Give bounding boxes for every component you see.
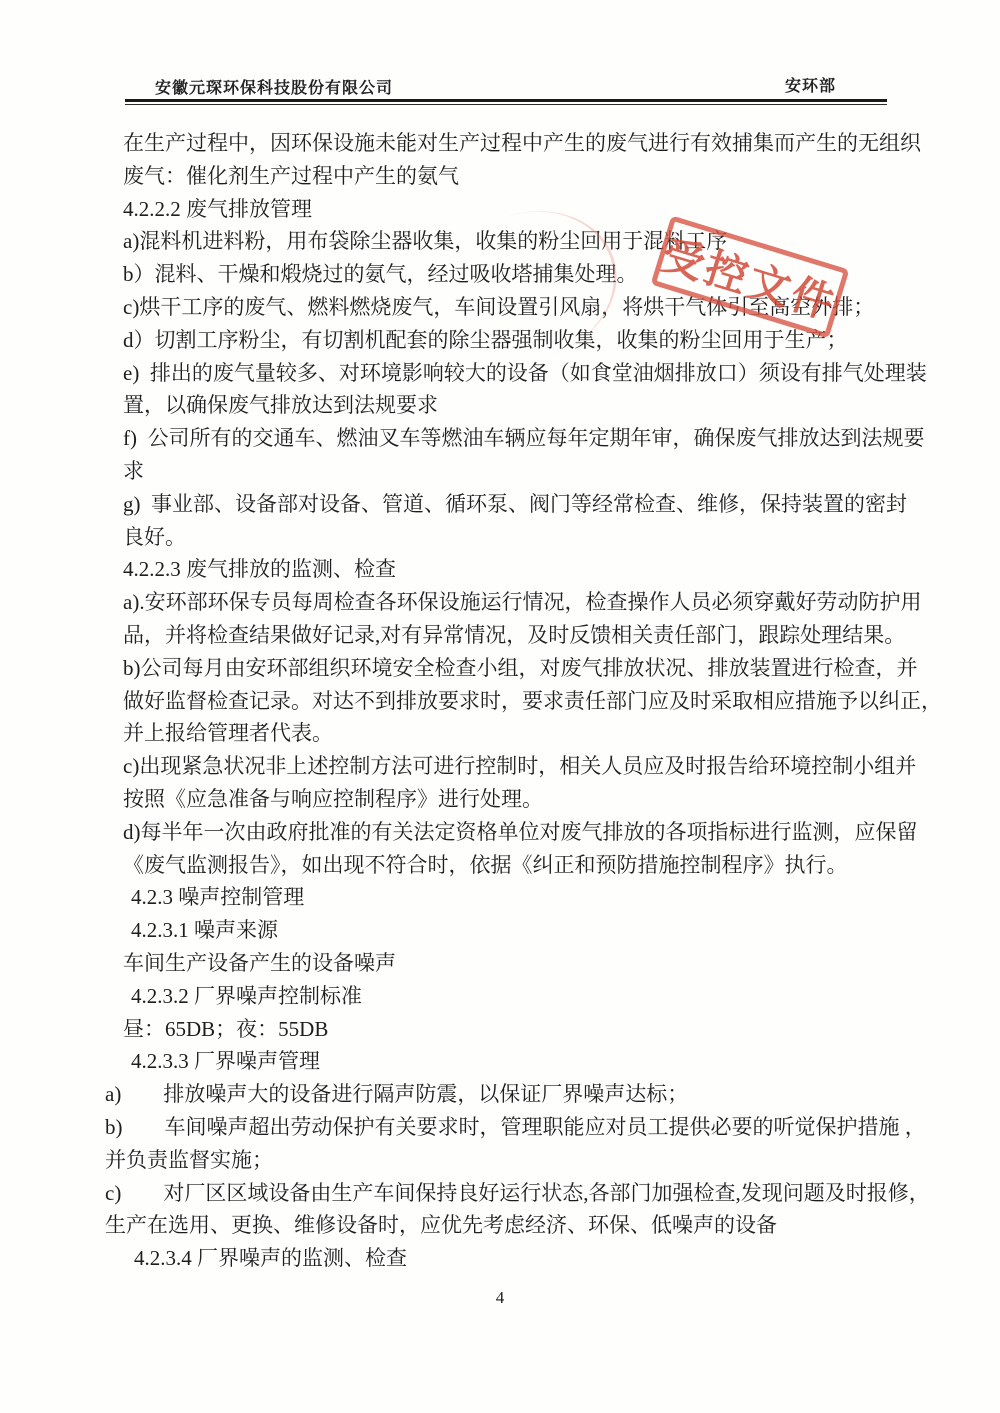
text-line: 求 xyxy=(123,458,144,483)
header-department: 安环部 xyxy=(785,78,837,95)
text-line: a).安环部环保专员每周检查各环保设施运行情况，检查操作人员必须穿戴好劳动防护用 xyxy=(123,590,922,615)
text-line: 废气：催化剂生产过程中产生的氨气 xyxy=(123,163,459,188)
text-line: a)混料机进料粉，用布袋除尘器收集，收集的粉尘回用于混料工序 xyxy=(123,229,728,254)
text-line: e) 排出的废气量较多、对环境影响较大的设备（如食堂油烟排放口）须设有排气处理装 xyxy=(123,360,927,385)
text-line: g) 事业部、设备部对设备、管道、循环泵、阀门等经常检查、维修，保持装置的密封 xyxy=(123,491,907,516)
text-line: 4.2.3.1 噪声来源 xyxy=(131,918,278,943)
text-line: b) 车间噪声超出劳动保护有关要求时，管理职能应对员工提供必要的听觉保护措施 ， xyxy=(105,1114,926,1139)
text-line: 车间生产设备产生的设备噪声 xyxy=(123,950,396,975)
controlled-document-stamp-text: 受控文件 xyxy=(656,232,842,330)
text-line: c)出现紧急状况非上述控制方法可进行控制时，相关人员应及时报告给环境控制小组并 xyxy=(123,754,917,779)
text-line: 置，以确保废气排放达到法规要求 xyxy=(123,393,438,418)
text-line: d）切割工序粉尘，有切割机配套的除尘器强制收集，收集的粉尘回用于生产； xyxy=(123,327,848,352)
text-line: a) 排放噪声大的设备进行隔声防震，以保证厂界噪声达标； xyxy=(105,1082,689,1107)
header-divider-rule xyxy=(125,99,887,105)
text-line: f) 公司所有的交通车、燃油叉车等燃油车辆应每年定期年审，确保废气排放达到法规要 xyxy=(123,426,925,451)
text-line: c)烘干工序的废气、燃料燃烧废气，车间设置引风扇，将烘干气体引至高空外排； xyxy=(123,294,875,319)
page-number: 4 xyxy=(495,1288,505,1307)
header-company-name: 安徽元琛环保科技股份有限公司 xyxy=(155,80,394,97)
text-line: 品，并将检查结果做好记录,对有异常情况，及时反馈相关责任部门，跟踪处理结果。 xyxy=(123,622,906,647)
text-line: 4.2.3.4 厂界噪声的监测、检查 xyxy=(134,1246,407,1271)
text-line: 《废气监测报告》，如出现不符合时，依据《纠正和预防措施控制程序》执行。 xyxy=(123,852,848,877)
text-line: d)每半年一次由政府批准的有关法定资格单位对废气排放的各项指标进行监测，应保留 xyxy=(123,819,918,844)
text-line: c) 对厂区区域设备由生产车间保持良好运行状态,各部门加强检查,发现问题及时报修， xyxy=(105,1180,930,1205)
text-line: 生产在选用、更换、维修设备时，应优先考虑经济、环保、低噪声的设备 xyxy=(105,1213,777,1238)
text-line: 做好监督检查记录。对达不到排放要求时，要求责任部门应及时采取相应措施予以纠正， xyxy=(123,688,942,713)
text-line: 在生产过程中，因环保设施未能对生产过程中产生的废气进行有效捕集而产生的无组织 xyxy=(123,131,921,155)
text-line: b）混料、干燥和煅烧过的氨气，经过吸收塔捕集处理。 xyxy=(123,262,638,287)
text-line: 良好。 xyxy=(123,524,186,549)
document-lines xyxy=(0,127,1000,1275)
text-line: 4.2.3 噪声控制管理 xyxy=(131,885,305,910)
text-line: 并负责监督实施； xyxy=(105,1147,273,1172)
text-line: b)公司每月由安环部组织环境安全检查小组，对废气排放状况、排放装置进行检查，并 xyxy=(123,655,918,680)
text-line: 并上报给管理者代表。 xyxy=(123,721,333,746)
text-line: 按照《应急准备与响应控制程序》进行处理。 xyxy=(123,786,543,811)
text-line: 4.2.3.2 厂界噪声控制标准 xyxy=(131,983,362,1008)
text-line: 昼：65DB；夜：55DB xyxy=(123,1016,329,1041)
text-line: 4.2.3.3 厂界噪声管理 xyxy=(131,1049,320,1074)
text-line: 4.2.2.2 废气排放管理 xyxy=(123,196,312,221)
text-line: 4.2.2.3 废气排放的监测、检查 xyxy=(123,557,396,582)
